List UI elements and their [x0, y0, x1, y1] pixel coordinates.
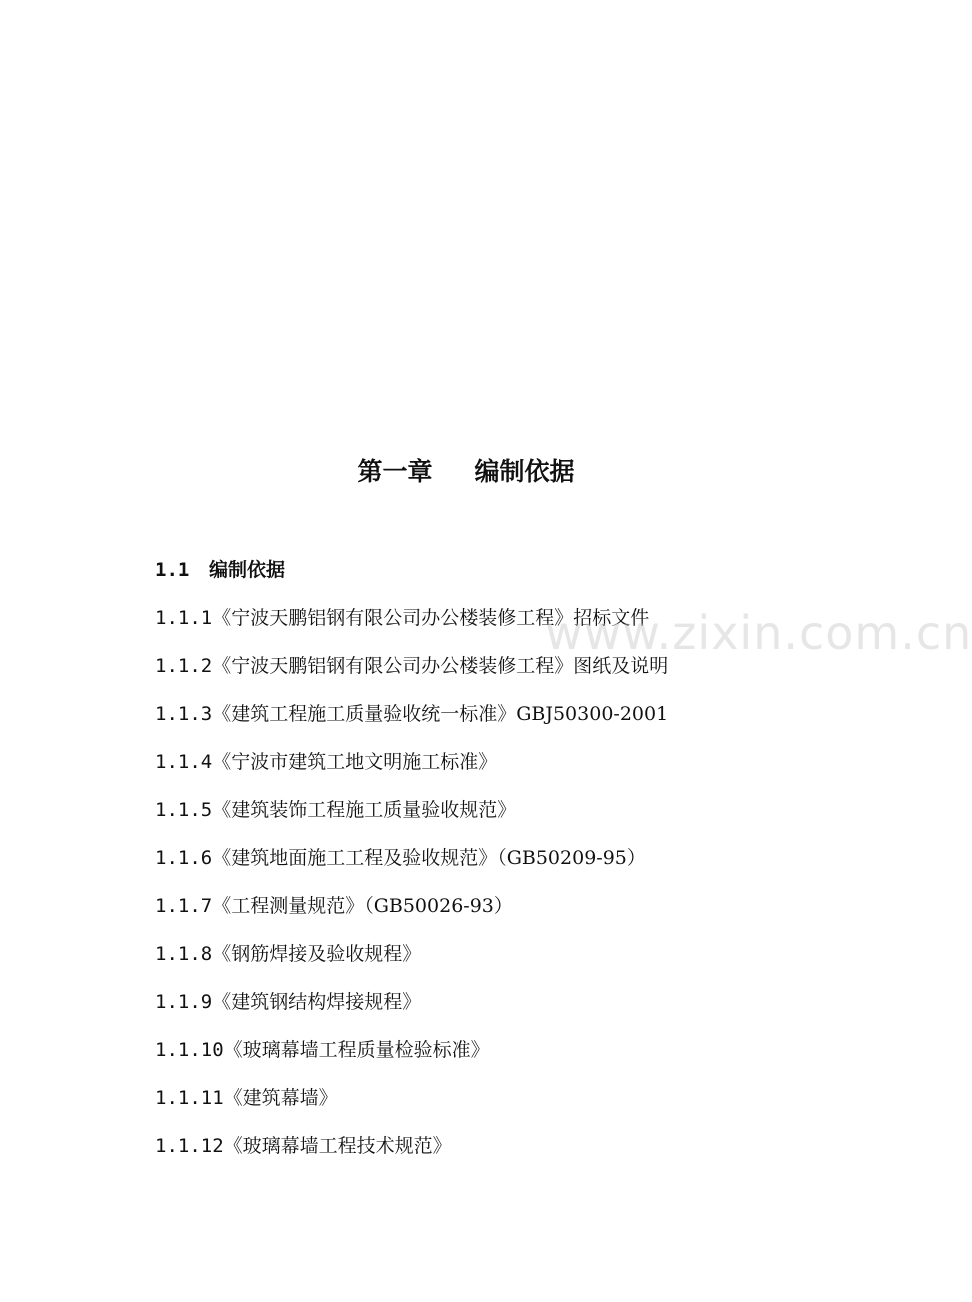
item-text: 《玻璃幕墙工程质量检验标准》	[223, 1039, 490, 1061]
item-text: 《建筑装饰工程施工质量验收规范》	[212, 799, 517, 821]
item-number: 1.1.11	[155, 1087, 224, 1109]
section-title: 编制依据	[209, 559, 286, 581]
item-number: 1.1.12	[155, 1135, 224, 1157]
list-item	[155, 747, 668, 795]
item-number: 1.1.5	[155, 799, 213, 821]
list-item	[155, 1035, 668, 1083]
chapter-title	[0, 452, 932, 492]
list-item	[155, 603, 668, 651]
item-text: 《宁波市建筑工地文明施工标准》	[212, 751, 498, 773]
list-item	[155, 843, 668, 891]
item-text: 《钢筋焊接及验收规程》	[212, 943, 422, 965]
list-item	[155, 651, 668, 699]
item-text: 《建筑地面施工工程及验收规范》（GB50209-95）	[212, 847, 646, 869]
list-item	[155, 987, 668, 1035]
item-text: 《宁波天鹏铝钢有限公司办公楼装修工程》图纸及说明	[212, 655, 669, 677]
item-text: 《建筑钢结构焊接规程》	[212, 991, 422, 1013]
list-item	[155, 1083, 668, 1131]
item-number: 1.1.7	[155, 895, 213, 917]
item-number: 1.1.6	[155, 847, 213, 869]
item-number: 1.1.4	[155, 751, 213, 773]
item-text: 《建筑幕墙》	[223, 1087, 338, 1109]
item-number: 1.1.2	[155, 655, 213, 677]
list-item	[155, 1131, 668, 1179]
list-item	[155, 699, 668, 747]
item-number: 1.1.8	[155, 943, 213, 965]
chapter-number: 第一章	[357, 457, 433, 486]
list-item	[155, 795, 668, 843]
item-text: 《玻璃幕墙工程技术规范》	[223, 1135, 452, 1157]
list-item	[155, 891, 668, 939]
item-number: 1.1.10	[155, 1039, 224, 1061]
item-number: 1.1.3	[155, 703, 213, 725]
section-number: 1.1	[155, 559, 190, 581]
item-text: 《工程测量规范》（GB50026-93）	[212, 895, 513, 917]
reference-list	[155, 603, 668, 1179]
item-number: 1.1.9	[155, 991, 213, 1013]
chapter-name: 编制依据	[474, 457, 575, 486]
watermark: www.zixin.com.cn	[545, 606, 972, 660]
section-heading	[155, 555, 285, 585]
item-number: 1.1.1	[155, 607, 213, 629]
list-item	[155, 939, 668, 987]
item-text: 《建筑工程施工质量验收统一标准》GBJ50300-2001	[212, 703, 669, 725]
item-text: 《宁波天鹏铝钢有限公司办公楼装修工程》招标文件	[212, 607, 650, 629]
